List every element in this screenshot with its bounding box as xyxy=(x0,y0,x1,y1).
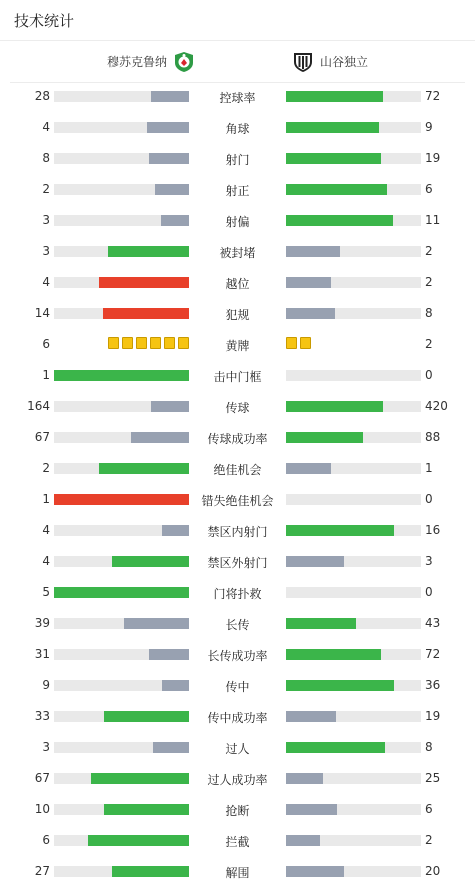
stat-row xyxy=(0,515,475,546)
away-bar-track xyxy=(286,153,421,164)
home-bar-fill xyxy=(99,463,190,474)
yellow-card-icon xyxy=(300,337,311,349)
home-bar-fill xyxy=(88,835,189,846)
home-bar-fill xyxy=(161,215,189,226)
home-bar-fill xyxy=(149,153,190,164)
stat-row xyxy=(0,732,475,763)
home-value: 28 xyxy=(34,89,50,103)
away-value: 9 xyxy=(425,120,433,134)
stats-list xyxy=(0,81,475,887)
stat-row xyxy=(0,825,475,856)
stat-row xyxy=(0,205,475,236)
stat-label: 射门 xyxy=(225,153,250,167)
away-value: 3 xyxy=(425,554,433,568)
home-bar-track xyxy=(54,494,189,505)
away-bar-track xyxy=(286,463,421,474)
home-value: 10 xyxy=(34,802,50,816)
away-bar-fill xyxy=(286,804,337,815)
home-bar-track xyxy=(54,804,189,815)
away-value: 8 xyxy=(425,740,433,754)
away-bar-fill xyxy=(286,91,383,102)
away-value: 6 xyxy=(425,182,433,196)
away-value: 1 xyxy=(425,461,433,475)
home-value: 39 xyxy=(34,616,50,630)
away-bar-fill xyxy=(286,463,331,474)
away-value: 43 xyxy=(425,616,441,630)
home-bar-fill xyxy=(108,246,189,257)
home-value: 3 xyxy=(42,244,50,258)
away-bar-track xyxy=(286,835,421,846)
away-bar-track xyxy=(286,587,421,598)
home-value: 8 xyxy=(42,151,50,165)
home-bar-track xyxy=(54,370,189,381)
away-bar-fill xyxy=(286,401,383,412)
home-team-logo-icon xyxy=(173,51,195,73)
stat-row xyxy=(0,794,475,825)
home-bar-fill xyxy=(162,525,189,536)
away-value: 2 xyxy=(425,337,433,351)
away-value: 16 xyxy=(425,523,441,537)
away-value: 25 xyxy=(425,771,441,785)
away-bar-track xyxy=(286,91,421,102)
away-bar-fill xyxy=(286,711,336,722)
away-bar-fill xyxy=(286,680,394,691)
stat-row xyxy=(0,81,475,112)
stat-row xyxy=(0,422,475,453)
home-bar-track xyxy=(54,711,189,722)
home-bar-track xyxy=(54,587,189,598)
away-bar-track xyxy=(286,525,421,536)
away-bar-track xyxy=(286,680,421,691)
yellow-card-icon xyxy=(164,337,175,349)
away-bar-track xyxy=(286,618,421,629)
away-value: 19 xyxy=(425,151,441,165)
away-bar-track xyxy=(286,773,421,784)
home-value: 31 xyxy=(34,647,50,661)
away-value: 0 xyxy=(425,585,433,599)
home-bar-track xyxy=(54,401,189,412)
stat-row xyxy=(0,546,475,577)
stat-label: 拦截 xyxy=(225,835,250,849)
home-value: 4 xyxy=(42,523,50,537)
home-value: 2 xyxy=(42,461,50,475)
home-bar-track xyxy=(54,432,189,443)
stat-row xyxy=(0,856,475,887)
home-value: 6 xyxy=(42,833,50,847)
home-value: 164 xyxy=(27,399,50,413)
home-team-name: 穆苏克鲁纳 xyxy=(106,55,167,69)
stat-label: 门将扑救 xyxy=(213,587,262,601)
home-bar-track xyxy=(54,556,189,567)
home-bar-track xyxy=(54,773,189,784)
away-value: 0 xyxy=(425,368,433,382)
home-bar-fill xyxy=(149,649,190,660)
away-bar-fill xyxy=(286,277,331,288)
home-bar-fill xyxy=(54,370,189,381)
stat-row xyxy=(0,298,475,329)
page-title: 技术统计 xyxy=(14,11,75,30)
stat-label: 击中门框 xyxy=(213,370,262,384)
home-bar-track xyxy=(54,680,189,691)
home-bar-fill xyxy=(54,494,189,505)
away-bar-fill xyxy=(286,525,394,536)
yellow-card-icon xyxy=(136,337,147,349)
home-bar-track xyxy=(54,153,189,164)
stat-label: 长传 xyxy=(225,618,250,632)
stat-label: 传球成功率 xyxy=(207,432,268,446)
home-bar-track xyxy=(54,463,189,474)
home-value: 6 xyxy=(42,337,50,351)
home-bar-track xyxy=(54,308,189,319)
stat-label: 传球 xyxy=(225,401,250,415)
home-bar-fill xyxy=(162,680,189,691)
home-bar-track xyxy=(54,215,189,226)
home-bar-track xyxy=(54,184,189,195)
stat-label: 错失绝佳机会 xyxy=(201,494,274,508)
away-value: 2 xyxy=(425,275,433,289)
home-bar-fill xyxy=(54,587,189,598)
home-bar-fill xyxy=(104,804,189,815)
home-bar-fill xyxy=(91,773,190,784)
away-bar-track xyxy=(286,277,421,288)
stat-row xyxy=(0,670,475,701)
away-bar-fill xyxy=(286,122,379,133)
away-bar-track xyxy=(286,122,421,133)
away-bar-track xyxy=(286,556,421,567)
stat-row xyxy=(0,701,475,732)
away-bar-fill xyxy=(286,773,323,784)
stat-row xyxy=(0,763,475,794)
away-bar-fill xyxy=(286,618,356,629)
stat-label: 过人 xyxy=(225,742,250,756)
home-bar-fill xyxy=(131,432,189,443)
away-value: 88 xyxy=(425,430,441,444)
teams-row xyxy=(10,41,465,83)
away-bar-fill xyxy=(286,215,393,226)
home-bar-fill xyxy=(147,122,189,133)
home-value: 67 xyxy=(34,430,50,444)
stat-row xyxy=(0,577,475,608)
away-bar-track xyxy=(286,215,421,226)
away-bar-track xyxy=(286,246,421,257)
home-value: 3 xyxy=(42,213,50,227)
stat-row xyxy=(0,391,475,422)
home-value: 67 xyxy=(34,771,50,785)
stat-label: 黄牌 xyxy=(225,339,250,353)
home-bar-fill xyxy=(104,711,189,722)
away-bar-fill xyxy=(286,153,381,164)
away-value: 6 xyxy=(425,802,433,816)
away-bar-track xyxy=(286,432,421,443)
away-bar-fill xyxy=(286,649,381,660)
stat-row xyxy=(0,453,475,484)
home-bar-fill xyxy=(99,277,190,288)
home-bar-fill xyxy=(103,308,189,319)
home-value: 4 xyxy=(42,554,50,568)
away-bar-track xyxy=(286,370,421,381)
away-bar-track xyxy=(286,184,421,195)
stat-label: 禁区外射门 xyxy=(207,556,268,570)
away-value: 0 xyxy=(425,492,433,506)
away-team-logo-icon xyxy=(292,51,314,73)
away-bar-track xyxy=(286,742,421,753)
away-value: 11 xyxy=(425,213,441,227)
stat-label: 传中成功率 xyxy=(207,711,268,725)
away-bar-fill xyxy=(286,866,344,877)
home-bar-track xyxy=(54,525,189,536)
stat-label: 犯规 xyxy=(225,308,250,322)
stat-label: 绝佳机会 xyxy=(213,463,262,477)
home-value: 27 xyxy=(34,864,50,878)
away-bar-track xyxy=(286,804,421,815)
home-bar-fill xyxy=(151,401,189,412)
stat-label: 传中 xyxy=(225,680,250,694)
stat-label: 角球 xyxy=(225,122,250,136)
home-bar-track xyxy=(54,742,189,753)
home-bar-track xyxy=(54,246,189,257)
page-header xyxy=(0,0,475,41)
stat-row xyxy=(0,608,475,639)
home-value: 33 xyxy=(34,709,50,723)
away-yellow-cards xyxy=(286,337,311,349)
away-bar-fill xyxy=(286,308,335,319)
home-value: 1 xyxy=(42,368,50,382)
home-bar-fill xyxy=(155,184,189,195)
home-value: 5 xyxy=(42,585,50,599)
home-bar-track xyxy=(54,835,189,846)
home-bar-fill xyxy=(112,866,189,877)
yellow-card-icon xyxy=(150,337,161,349)
away-value: 2 xyxy=(425,244,433,258)
away-value: 20 xyxy=(425,864,441,878)
away-bar-fill xyxy=(286,742,385,753)
stat-label: 被封堵 xyxy=(219,246,256,260)
home-value: 4 xyxy=(42,120,50,134)
stat-label: 抢断 xyxy=(225,804,250,818)
home-value: 14 xyxy=(34,306,50,320)
home-value: 9 xyxy=(42,678,50,692)
home-bar-track xyxy=(54,91,189,102)
yellow-card-icon xyxy=(178,337,189,349)
home-bar-track xyxy=(54,122,189,133)
stat-row xyxy=(0,174,475,205)
home-bar-track xyxy=(54,866,189,877)
stat-row xyxy=(0,360,475,391)
stat-label: 解围 xyxy=(225,866,250,880)
stat-row xyxy=(0,484,475,515)
stat-row xyxy=(0,236,475,267)
away-bar-track xyxy=(286,866,421,877)
away-bar-fill xyxy=(286,432,363,443)
away-value: 420 xyxy=(425,399,448,413)
home-value: 4 xyxy=(42,275,50,289)
away-value: 2 xyxy=(425,833,433,847)
yellow-card-icon xyxy=(286,337,297,349)
away-bar-fill xyxy=(286,184,387,195)
home-bar-fill xyxy=(153,742,190,753)
stat-row xyxy=(0,329,475,360)
stat-label: 控球率 xyxy=(219,91,256,105)
away-value: 72 xyxy=(425,647,441,661)
away-bar-fill xyxy=(286,835,320,846)
home-bar-fill xyxy=(151,91,189,102)
stat-label: 射偏 xyxy=(225,215,250,229)
away-team-name: 山谷独立 xyxy=(320,55,369,69)
away-value: 8 xyxy=(425,306,433,320)
stat-label: 过人成功率 xyxy=(207,773,268,787)
away-team[interactable] xyxy=(292,41,368,82)
away-bar-track xyxy=(286,401,421,412)
away-bar-track xyxy=(286,308,421,319)
stat-label: 射正 xyxy=(225,184,250,198)
away-bar-track xyxy=(286,649,421,660)
stat-row xyxy=(0,639,475,670)
stat-label: 长传成功率 xyxy=(207,649,268,663)
home-value: 1 xyxy=(42,492,50,506)
away-value: 72 xyxy=(425,89,441,103)
home-bar-fill xyxy=(124,618,189,629)
away-bar-track xyxy=(286,711,421,722)
home-value: 2 xyxy=(42,182,50,196)
stat-row xyxy=(0,112,475,143)
stat-row xyxy=(0,267,475,298)
home-team[interactable] xyxy=(107,41,195,82)
stat-label: 禁区内射门 xyxy=(207,525,268,539)
away-bar-track xyxy=(286,494,421,505)
away-bar-fill xyxy=(286,246,340,257)
away-value: 36 xyxy=(425,678,441,692)
away-bar-fill xyxy=(286,556,344,567)
away-value: 19 xyxy=(425,709,441,723)
yellow-card-icon xyxy=(108,337,119,349)
stat-label: 越位 xyxy=(225,277,250,291)
home-bar-fill xyxy=(112,556,189,567)
home-bar-track xyxy=(54,277,189,288)
home-bar-track xyxy=(54,649,189,660)
home-yellow-cards xyxy=(108,337,189,349)
home-bar-track xyxy=(54,618,189,629)
stat-row xyxy=(0,143,475,174)
yellow-card-icon xyxy=(122,337,133,349)
home-value: 3 xyxy=(42,740,50,754)
